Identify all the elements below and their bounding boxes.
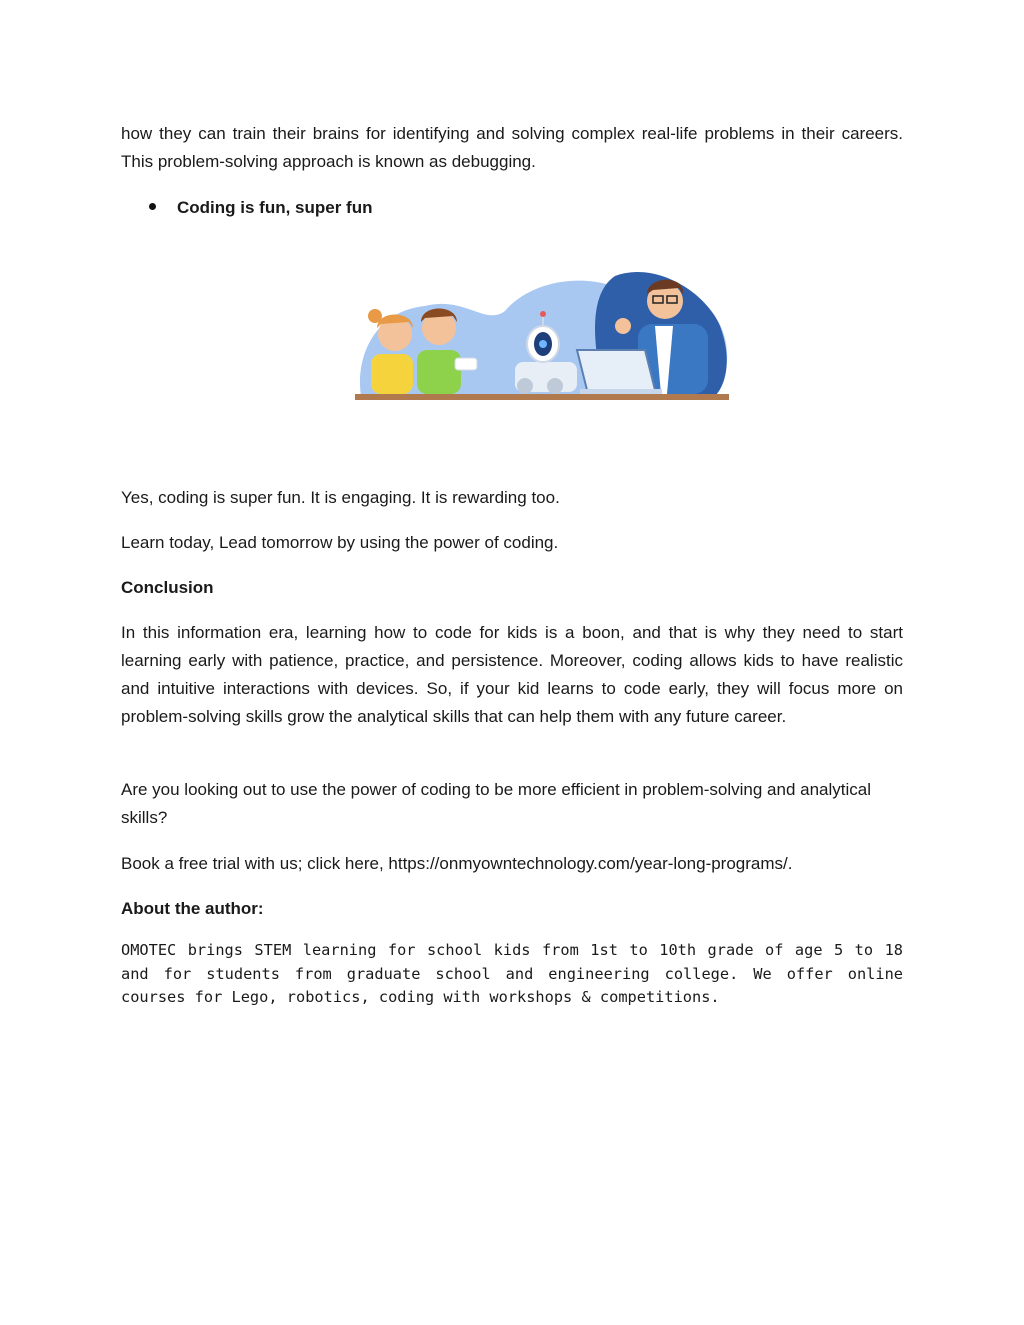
conclusion-paragraph: In this information era, learning how to code for kids is a boon, and that is why they need to start learning early with patience, practice, and persistence. Moreover, coding allows kids to have realistic and intuitive interactions with devices. So, if your kid learns to code early, they will focus more on problem-solving skills grow the analytical skills that can help them with any future career. — [121, 623, 903, 726]
bullet-dot-icon — [149, 203, 156, 210]
kids-coding-robot-illustration — [355, 266, 731, 422]
author-paragraph: OMOTEC brings STEM learning for school kids from 1st to 10th grade of age 5 to 18 and for students from graduate school and engineering college. We offer online courses for Lego, robotics, coding with workshops & competitions. — [121, 941, 903, 1006]
bullet-item — [149, 194, 372, 222]
intro-paragraph: how they can train their brains for identifying and solving complex real-life problems in their careers. This problem-solving approach is known as debugging. — [121, 124, 903, 171]
question-paragraph: Are you looking out to use the power of coding to be more efficient in problem-solving and analytical skills? — [121, 780, 872, 827]
bullet-heading: Coding is fun, super fun — [177, 198, 373, 217]
author-heading: About the author: — [121, 899, 264, 918]
conclusion-heading: Conclusion — [121, 578, 214, 597]
learn-line: Learn today, Lead tomorrow by using the power of coding. — [121, 533, 559, 552]
trial-line: Book a free trial with us; click here, https://onmyowntechnology.com/year-long-programs/. — [121, 854, 793, 873]
fun-line: Yes, coding is super fun. It is engaging. It is rewarding too. — [121, 488, 560, 507]
